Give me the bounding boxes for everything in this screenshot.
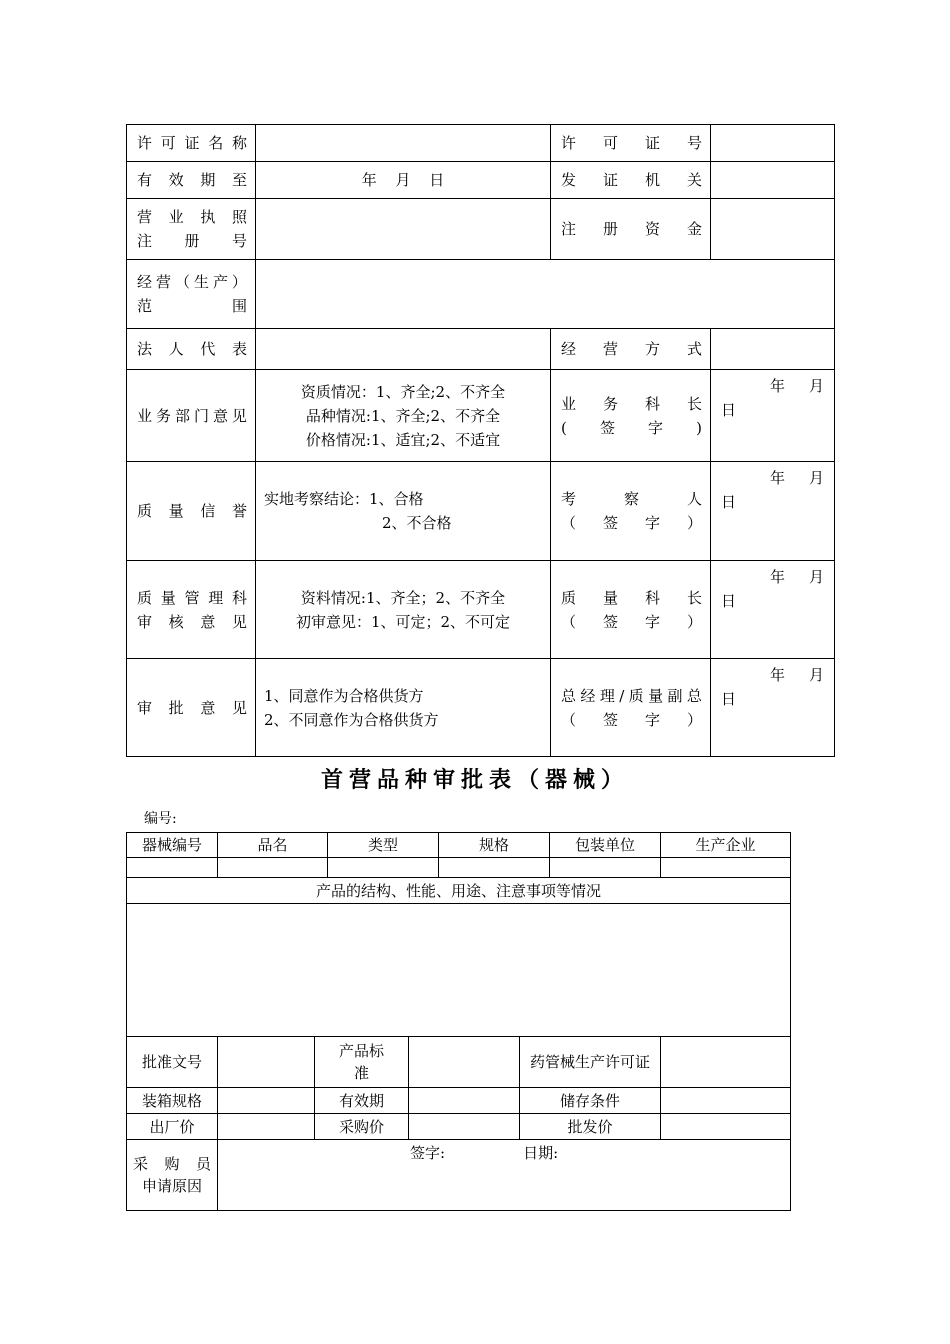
label-char: 关 — [686, 171, 702, 189]
buyer-signature-line — [410, 1142, 558, 1164]
label-char: 意 — [200, 612, 216, 631]
label-char: 批 — [168, 698, 184, 717]
quality-reputation-content[interactable] — [256, 462, 551, 561]
month-label: 月 — [808, 377, 824, 395]
label-char: 号 — [686, 134, 702, 152]
day-label: 日 — [721, 690, 737, 708]
biz-mode-field[interactable] — [711, 329, 835, 370]
product-standard-line1: 产品标 — [339, 1042, 385, 1060]
label-char: 质 — [137, 502, 153, 520]
label-char: （ — [561, 514, 577, 532]
valid-until-label — [127, 162, 256, 199]
qa-head-line2 — [561, 610, 702, 634]
buyer-reason-line2: 申请原因 — [141, 1177, 202, 1195]
label-char: 金 — [686, 220, 702, 238]
label-char: 册 — [602, 220, 618, 238]
month-label: 月 — [808, 666, 824, 684]
label-char: 字 — [644, 612, 660, 631]
label-char: 考 — [561, 490, 577, 508]
reg-capital-field[interactable] — [711, 199, 835, 260]
label-char: 营 — [155, 273, 171, 291]
device-approval-table — [126, 832, 791, 1211]
label-char: 证 — [602, 171, 618, 189]
label-char: ( — [561, 418, 567, 437]
label-char: 执 — [200, 208, 216, 226]
qa-year-month — [770, 565, 824, 589]
license-no-field[interactable] — [711, 125, 835, 162]
year-label: 年 — [769, 377, 785, 395]
label-char: 采 — [133, 1155, 149, 1173]
dept-opinion-line1: 资质情况：1、齐全;2、不齐全 — [300, 382, 506, 401]
approval-no-label: 批准文号 — [127, 1037, 218, 1088]
day-label: 日 — [721, 592, 737, 610]
final-approval-label — [127, 659, 256, 757]
qa-review-line2 — [137, 610, 247, 634]
label-char: 注 — [137, 232, 153, 250]
inspection-line2: 2、不合格 — [382, 514, 452, 532]
label-char: 科 — [644, 394, 660, 413]
label-char: 表 — [231, 340, 247, 358]
label-char: 证 — [644, 134, 660, 152]
qa-sign-date[interactable] — [711, 561, 835, 659]
qa-review-line1 — [137, 586, 247, 610]
day-label: 日 — [721, 401, 737, 419]
qa-head-line1 — [561, 586, 702, 610]
final-approval-content[interactable] — [256, 659, 551, 757]
license-no-text — [561, 131, 702, 155]
label-char: 许 — [561, 134, 577, 152]
product-standard-field[interactable] — [409, 1037, 520, 1088]
label-char: 人 — [168, 340, 184, 358]
biz-license-field[interactable] — [256, 199, 551, 260]
label-char: 生 — [193, 273, 209, 291]
final-approval-line1: 1、同意作为合格供货方 — [264, 686, 424, 705]
col-package-unit: 包装单位 — [550, 833, 661, 858]
col-device-no: 器械编号 — [127, 833, 218, 858]
label-char: 副 — [667, 686, 683, 705]
validity-label: 有效期 — [315, 1088, 409, 1114]
wholesale-price-label: 批发价 — [520, 1114, 661, 1140]
purchase-price-field[interactable] — [409, 1114, 520, 1140]
label-char: 人 — [686, 490, 702, 508]
buyer-reason-line1 — [133, 1153, 211, 1175]
label-char: 经 — [137, 273, 153, 291]
label-char: 注 — [561, 220, 577, 238]
label-char: ） — [686, 514, 702, 532]
label-char: （ — [561, 710, 577, 729]
label-char: 机 — [644, 171, 660, 189]
gm-line1 — [561, 684, 702, 708]
col-type: 类型 — [328, 833, 439, 858]
label-char: 长 — [686, 588, 702, 607]
biz-mode-text — [561, 337, 702, 361]
label-char: 见 — [231, 406, 247, 425]
label-char: 营 — [602, 340, 618, 358]
packing-spec-label: 装箱规格 — [127, 1088, 218, 1114]
label-char: 誉 — [231, 502, 247, 520]
label-char: 部 — [174, 406, 190, 425]
dept-opinion-text — [137, 404, 247, 428]
storage-field[interactable] — [661, 1088, 791, 1114]
valid-until-field[interactable] — [256, 162, 551, 199]
label-char: 可 — [602, 134, 618, 152]
label-char: 业 — [561, 394, 577, 413]
date-label: 日期: — [523, 1144, 559, 1162]
label-char: 量 — [602, 588, 618, 607]
dept-year-month — [770, 374, 824, 398]
manufacturer-cell[interactable] — [661, 858, 791, 878]
scope-line1 — [137, 270, 247, 294]
dept-signer-line1 — [561, 392, 702, 416]
final-approval-line2: 2、不同意作为合格供货方 — [264, 710, 439, 729]
label-char: （ — [174, 273, 190, 291]
label-char: 核 — [168, 612, 184, 631]
inspector-label — [551, 462, 711, 561]
label-char: 经 — [561, 340, 577, 358]
mfg-license-field[interactable] — [661, 1037, 791, 1088]
label-char: 名 — [208, 134, 224, 152]
gm-label — [551, 659, 711, 757]
product-name-cell[interactable] — [218, 858, 328, 878]
label-char: 册 — [184, 232, 200, 250]
month-label: 月 — [808, 469, 824, 487]
label-char: 法 — [137, 340, 153, 358]
label-char: ) — [696, 418, 702, 437]
label-char: 见 — [231, 612, 247, 631]
gm-sign-date[interactable] — [711, 659, 835, 757]
license-no-label — [551, 125, 711, 162]
issuer-text — [561, 168, 702, 192]
label-char: 签 — [602, 514, 618, 532]
scope-line2 — [137, 294, 247, 318]
buyer-reason-label — [127, 1140, 218, 1211]
label-char: 质 — [137, 588, 153, 607]
qa-review-label — [127, 561, 256, 659]
factory-price-field[interactable] — [218, 1114, 315, 1140]
label-char: 号 — [231, 232, 247, 250]
purchase-price-label: 采购价 — [315, 1114, 409, 1140]
label-char: 资 — [644, 220, 660, 238]
label-char: 有 — [137, 171, 153, 189]
col-manufacturer: 生产企业 — [661, 833, 791, 858]
year-label: 年 — [769, 469, 785, 487]
label-char: （ — [561, 612, 577, 631]
inspector-line2 — [561, 511, 702, 535]
label-char: 员 — [195, 1155, 211, 1173]
label-char: 营 — [137, 208, 153, 226]
device-no-cell[interactable] — [127, 858, 218, 878]
label-char: 产 — [212, 273, 228, 291]
license-name-field[interactable] — [256, 125, 551, 162]
label-char: 签 — [599, 418, 615, 437]
spec-cell[interactable] — [439, 858, 550, 878]
label-char: 审 — [137, 698, 153, 717]
label-char: 务 — [155, 406, 171, 425]
label-char: 许 — [137, 134, 153, 152]
label-char: 签 — [602, 710, 618, 729]
package-unit-cell[interactable] — [550, 858, 661, 878]
label-char: 业 — [137, 406, 153, 425]
label-char: 科 — [644, 588, 660, 607]
wholesale-price-field[interactable] — [661, 1114, 791, 1140]
label-char: 购 — [164, 1155, 180, 1173]
issuer-label — [551, 162, 711, 199]
scope-field[interactable] — [256, 260, 835, 329]
label-char: 式 — [686, 340, 702, 358]
description-field[interactable] — [127, 904, 791, 1037]
reg-capital-label — [551, 199, 711, 260]
label-char: ） — [686, 710, 702, 729]
legal-rep-text — [137, 337, 247, 361]
quality-reputation-label — [127, 462, 256, 561]
supplier-approval-table — [126, 124, 835, 757]
scope-label — [127, 260, 256, 329]
dept-opinion-line3: 价格情况:1、适宜;2、不适宜 — [305, 430, 501, 449]
dept-opinion-line2: 品种情况:1、齐全;2、不齐全 — [305, 406, 501, 425]
label-char: 总 — [686, 686, 702, 705]
valid-until-text — [137, 168, 247, 192]
biz-mode-label — [551, 329, 711, 370]
label-char: 质 — [628, 686, 644, 705]
label-char: 科 — [231, 588, 247, 607]
reg-capital-text — [561, 217, 702, 241]
inspector-line1 — [561, 487, 702, 511]
dept-sign-date[interactable] — [711, 370, 835, 462]
label-char: 理 — [208, 588, 224, 607]
label-char: 长 — [686, 394, 702, 413]
label-char: 字 — [644, 710, 660, 729]
label-char: 称 — [231, 134, 247, 152]
col-product-name: 品名 — [218, 833, 328, 858]
type-cell[interactable] — [328, 858, 439, 878]
final-approval-text — [137, 696, 247, 720]
label-char: 量 — [648, 686, 664, 705]
label-char: 效 — [168, 171, 184, 189]
quality-reputation-text — [137, 499, 247, 523]
dept-opinion-label — [127, 370, 256, 462]
packing-spec-field[interactable] — [218, 1088, 315, 1114]
label-char: 门 — [193, 406, 209, 425]
approval-no-field[interactable] — [218, 1037, 315, 1088]
description-header: 产品的结构、性能、用途、注意事项等情况 — [127, 878, 791, 904]
label-char: 字 — [644, 514, 660, 532]
label-char: 业 — [168, 208, 184, 226]
gm-year-month — [770, 663, 824, 687]
label-char: 签 — [602, 612, 618, 631]
day-label: 日 — [721, 493, 737, 511]
gm-line2 — [561, 708, 702, 732]
legal-rep-label — [127, 329, 256, 370]
dept-signer-label — [551, 370, 711, 462]
label-char: 范 — [137, 297, 153, 315]
label-char: 方 — [644, 340, 660, 358]
year-label: 年 — [769, 568, 785, 586]
label-char: 务 — [602, 394, 618, 413]
license-name-label — [127, 125, 256, 162]
label-char: 期 — [200, 171, 216, 189]
inspection-line1: 实地考察结论：1、合格 — [264, 490, 424, 508]
label-char: 围 — [231, 297, 247, 315]
dept-opinion-content[interactable] — [256, 370, 551, 462]
qa-review-content[interactable] — [256, 561, 551, 659]
label-char: ） — [231, 273, 247, 291]
qa-head-label — [551, 561, 711, 659]
factory-price-label: 出厂价 — [127, 1114, 218, 1140]
storage-label: 储存条件 — [520, 1088, 661, 1114]
buyer-reason-field[interactable] — [218, 1140, 791, 1211]
label-char: 照 — [231, 208, 247, 226]
serial-number-label: 编号: — [144, 811, 177, 827]
label-char: 管 — [184, 588, 200, 607]
label-char: 总 — [561, 686, 577, 705]
label-char: 理 — [599, 686, 615, 705]
signature-label: 签字: — [410, 1144, 446, 1162]
label-char: 察 — [623, 490, 639, 508]
qa-review-content-line1: 资料情况:1、齐全；2、不齐全 — [300, 588, 506, 607]
qa-review-content-line2: 初审意见：1、可定；2、不可定 — [295, 612, 511, 631]
label-char: 意 — [212, 406, 228, 425]
inspector-sign-date[interactable] — [711, 462, 835, 561]
dept-signer-line2 — [561, 416, 702, 440]
label-char: 量 — [160, 588, 176, 607]
inspector-year-month — [770, 466, 824, 490]
label-char: 证 — [184, 134, 200, 152]
mfg-license-label: 药管械生产许可证 — [520, 1037, 661, 1088]
label-char: / — [619, 686, 625, 705]
label-char: 量 — [168, 502, 184, 520]
form-title: 首营品种审批表（器械） — [320, 768, 629, 793]
biz-license-label — [127, 199, 256, 260]
label-char: 至 — [231, 171, 247, 189]
license-name-text — [137, 131, 247, 155]
year-label: 年 — [769, 666, 785, 684]
validity-field[interactable] — [409, 1088, 520, 1114]
legal-rep-field[interactable] — [256, 329, 551, 370]
product-standard-line2: 准 — [354, 1064, 370, 1082]
label-char: 意 — [200, 698, 216, 717]
label-char: 字 — [648, 418, 664, 437]
month-label: 月 — [808, 568, 824, 586]
biz-license-line1 — [137, 205, 247, 229]
valid-until-date: 年 月 日 — [361, 171, 445, 189]
label-char: 可 — [160, 134, 176, 152]
label-char: 见 — [231, 698, 247, 717]
label-char: 信 — [200, 502, 216, 520]
issuer-field[interactable] — [711, 162, 835, 199]
biz-license-line2 — [137, 229, 247, 253]
label-char: 代 — [200, 340, 216, 358]
label-char: 经 — [580, 686, 596, 705]
label-char: 发 — [561, 171, 577, 189]
product-standard-label — [315, 1037, 409, 1088]
label-char: ） — [686, 612, 702, 631]
col-spec: 规格 — [439, 833, 550, 858]
label-char: 审 — [137, 612, 153, 631]
label-char: 质 — [561, 588, 577, 607]
